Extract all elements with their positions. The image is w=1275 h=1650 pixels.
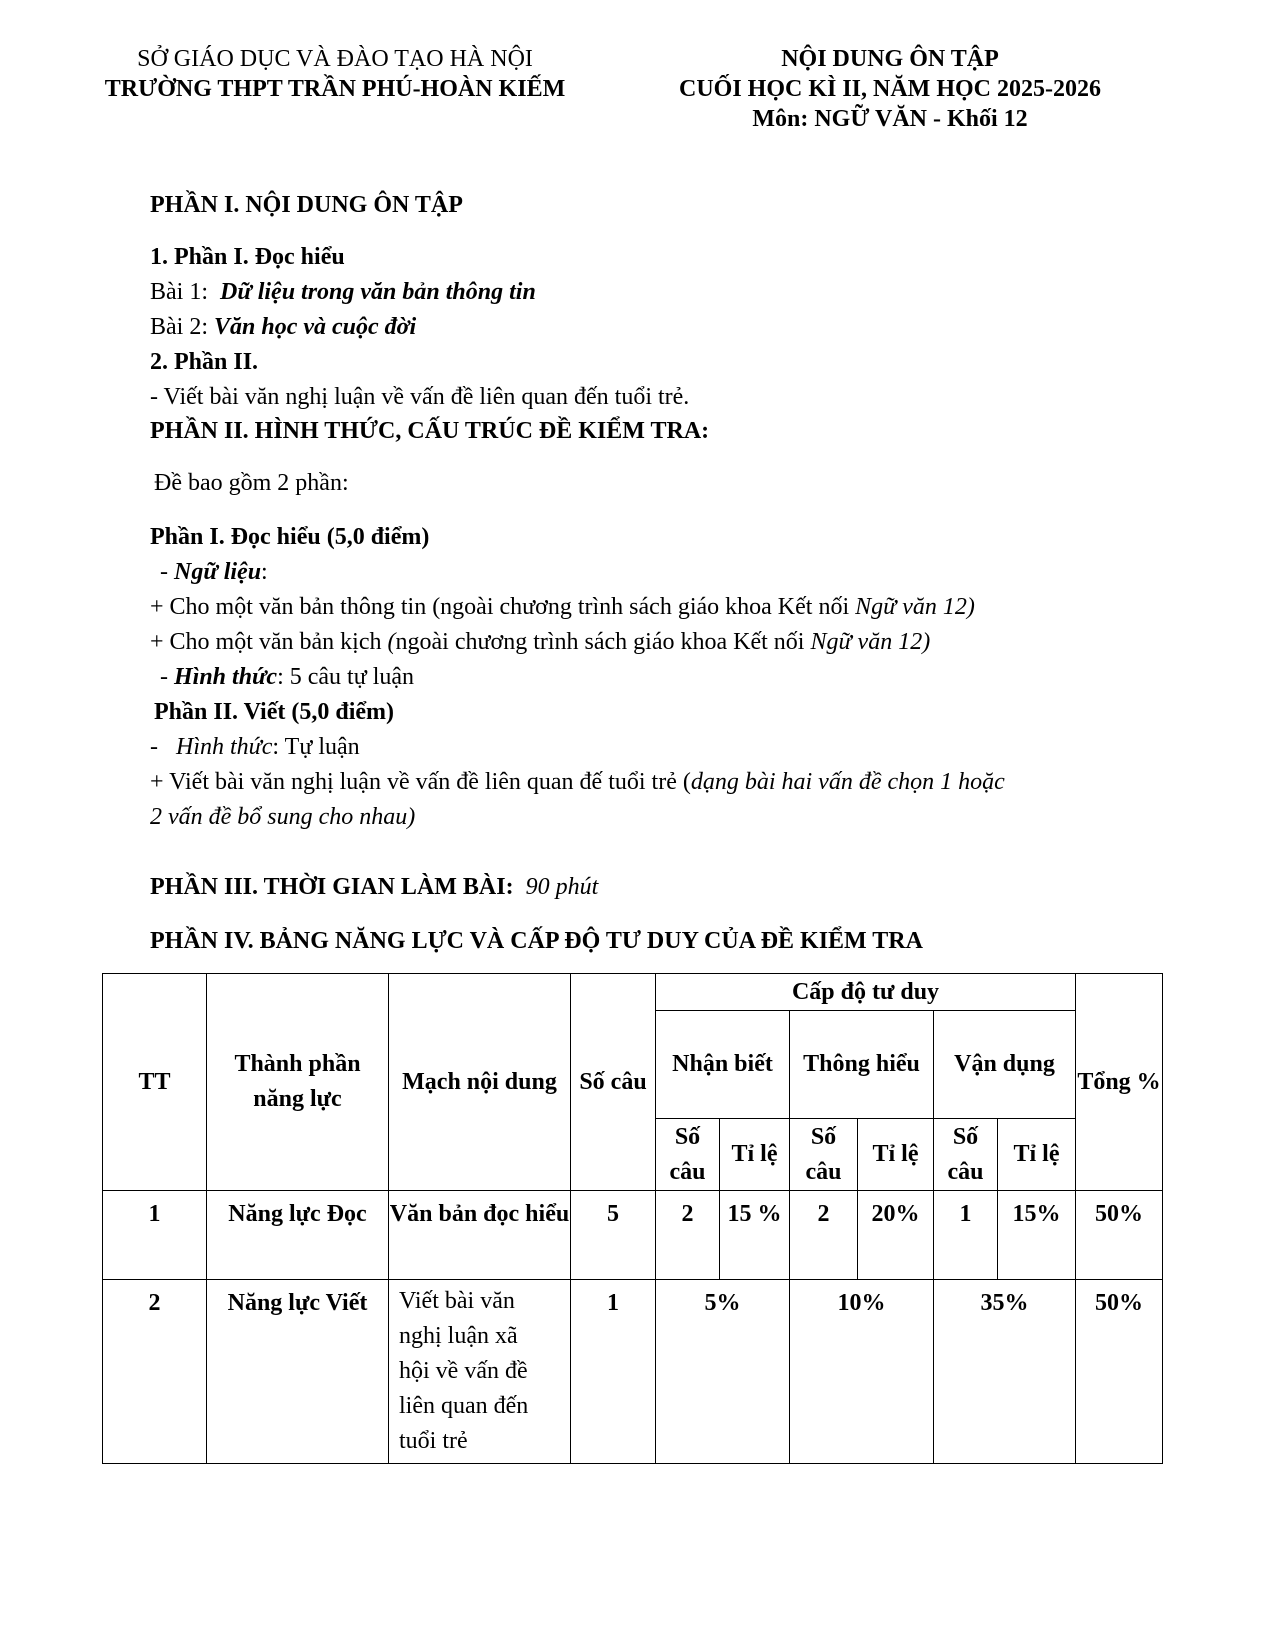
viet-item-line2: 2 vấn đề bổ sung cho nhau) xyxy=(150,804,416,830)
th-mach: Mạch nội dung xyxy=(389,974,571,1191)
part1-bai2 xyxy=(150,310,416,344)
row1-tt: 1 xyxy=(103,1191,207,1280)
part3-line: PHẦN III. THỜI GIAN LÀM BÀI: 90 phút xyxy=(150,874,599,900)
department-name: SỞ GIÁO DỤC VÀ ĐÀO TẠO HÀ NỘI xyxy=(137,46,533,72)
th-tong: Tổng % xyxy=(1076,974,1163,1191)
row1-vd-socau: 1 xyxy=(934,1191,998,1280)
row1-nb-tile: 15 % xyxy=(720,1191,790,1280)
row1-thanhphan: Năng lực Đọc xyxy=(207,1191,389,1280)
part1-title: PHẦN I. NỘI DUNG ÔN TẬP xyxy=(150,192,463,218)
th-thanhphan: Thành phần năng lực xyxy=(207,974,389,1191)
row1-mach: Văn bản đọc hiểu xyxy=(389,1191,571,1280)
viet-hinhthuc-label: Hình thức xyxy=(176,734,273,760)
hinhthuc-line: - Hình thức: 5 câu tự luận xyxy=(160,664,415,690)
row2-nb: 5% xyxy=(656,1280,790,1464)
part3-value: 90 phút xyxy=(525,874,599,900)
th-nhanbiet: Nhận biết xyxy=(656,1011,790,1119)
bai1-prefix: Bài 1: xyxy=(150,279,208,305)
th-th-tile: Tỉ lệ xyxy=(858,1119,934,1191)
row2-mach: Viết bài văn nghị luận xã hội về vấn đề liên quan đến tuổi trẻ xyxy=(389,1280,571,1464)
row2-th: 10% xyxy=(790,1280,934,1464)
hinhthuc-label: Hình thức xyxy=(174,664,278,690)
row1-tong: 50% xyxy=(1076,1191,1163,1280)
th-tt: TT xyxy=(103,974,207,1191)
th-socau: Số câu xyxy=(571,974,656,1191)
ngulieu-label: Ngữ liệu xyxy=(174,559,262,585)
part2-title: PHẦN II. HÌNH THỨC, CẤU TRÚC ĐỀ KIỂM TRA: xyxy=(150,418,710,444)
ngulieu-item-2: + Cho một văn bản kịch (ngoài chương trình sách giáo khoa Kết nối Ngữ văn 12) xyxy=(150,629,931,655)
part1-bai1 xyxy=(150,275,536,309)
th-capdo: Cấp độ tư duy xyxy=(656,974,1076,1011)
header-left xyxy=(70,44,600,104)
th-nb-tile: Tỉ lệ xyxy=(720,1119,790,1191)
th-th-socau: Số câu xyxy=(790,1119,858,1191)
row2-tong: 50% xyxy=(1076,1280,1163,1464)
th-thonghieu: Thông hiểu xyxy=(790,1011,934,1119)
competency-table xyxy=(102,973,1163,1464)
school-name: TRƯỜNG THPT TRẦN PHÚ-HOÀN KIẾM xyxy=(104,76,566,102)
doc-subject: Môn: NGỮ VĂN - Khối 12 xyxy=(752,106,1028,132)
table-row xyxy=(103,1191,1163,1280)
bai2-title: Văn học và cuộc đời xyxy=(214,314,417,340)
row1-th-socau: 2 xyxy=(790,1191,858,1280)
th-nb-socau: Số câu xyxy=(656,1119,720,1191)
th-vd-tile: Tỉ lệ xyxy=(998,1119,1076,1191)
doc-title: NỘI DUNG ÔN TẬP xyxy=(781,46,999,72)
dochieu-title: Phần I. Đọc hiểu (5,0 điểm) xyxy=(150,524,430,550)
row2-tt: 2 xyxy=(103,1280,207,1464)
viet-hinhthuc-line: - Hình thức: Tự luận xyxy=(150,734,360,760)
header-right xyxy=(640,44,1140,134)
bai2-prefix: Bài 2: xyxy=(150,314,208,340)
part4-title: PHẦN IV. BẢNG NĂNG LỰC VÀ CẤP ĐỘ TƯ DUY CỦA ĐỀ KIỂM TRA xyxy=(150,928,923,954)
ngulieu-item-1: + Cho một văn bản thông tin (ngoài chương trình sách giáo khoa Kết nối Ngữ văn 12) xyxy=(150,594,975,620)
doc-term: CUỐI HỌC KÌ II, NĂM HỌC 2025-2026 xyxy=(678,76,1101,102)
part2-intro: Đề bao gồm 2 phần: xyxy=(154,470,349,496)
viet-item-line1: + Viết bài văn nghị luận về vấn đề liên quan đế tuổi trẻ (dạng bài hai vấn đề chọn 1 hoặc xyxy=(150,769,1005,795)
part1-viet-line: - Viết bài văn nghị luận về vấn đề liên quan đến tuổi trẻ. xyxy=(150,384,690,410)
th-vd-socau: Số câu xyxy=(934,1119,998,1191)
th-vandung: Vận dụng xyxy=(934,1011,1076,1119)
row2-thanhphan: Năng lực Viết xyxy=(207,1280,389,1464)
viet-title: Phần II. Viết (5,0 điểm) xyxy=(154,699,394,725)
row1-th-tile: 20% xyxy=(858,1191,934,1280)
row1-vd-tile: 15% xyxy=(998,1191,1076,1280)
row1-nb-socau: 2 xyxy=(656,1191,720,1280)
table-row xyxy=(103,1280,1163,1464)
ngulieu-line: - Ngữ liệu: xyxy=(160,559,268,585)
part1-sub2: 2. Phần II. xyxy=(150,349,259,375)
bai1-title: Dữ liệu trong văn bản thông tin xyxy=(220,279,536,305)
part3-title: PHẦN III. THỜI GIAN LÀM BÀI xyxy=(150,874,506,900)
row2-vd: 35% xyxy=(934,1280,1076,1464)
row2-socau: 1 xyxy=(571,1280,656,1464)
row1-socau: 5 xyxy=(571,1191,656,1280)
part1-sub1: 1. Phần I. Đọc hiểu xyxy=(150,244,345,270)
